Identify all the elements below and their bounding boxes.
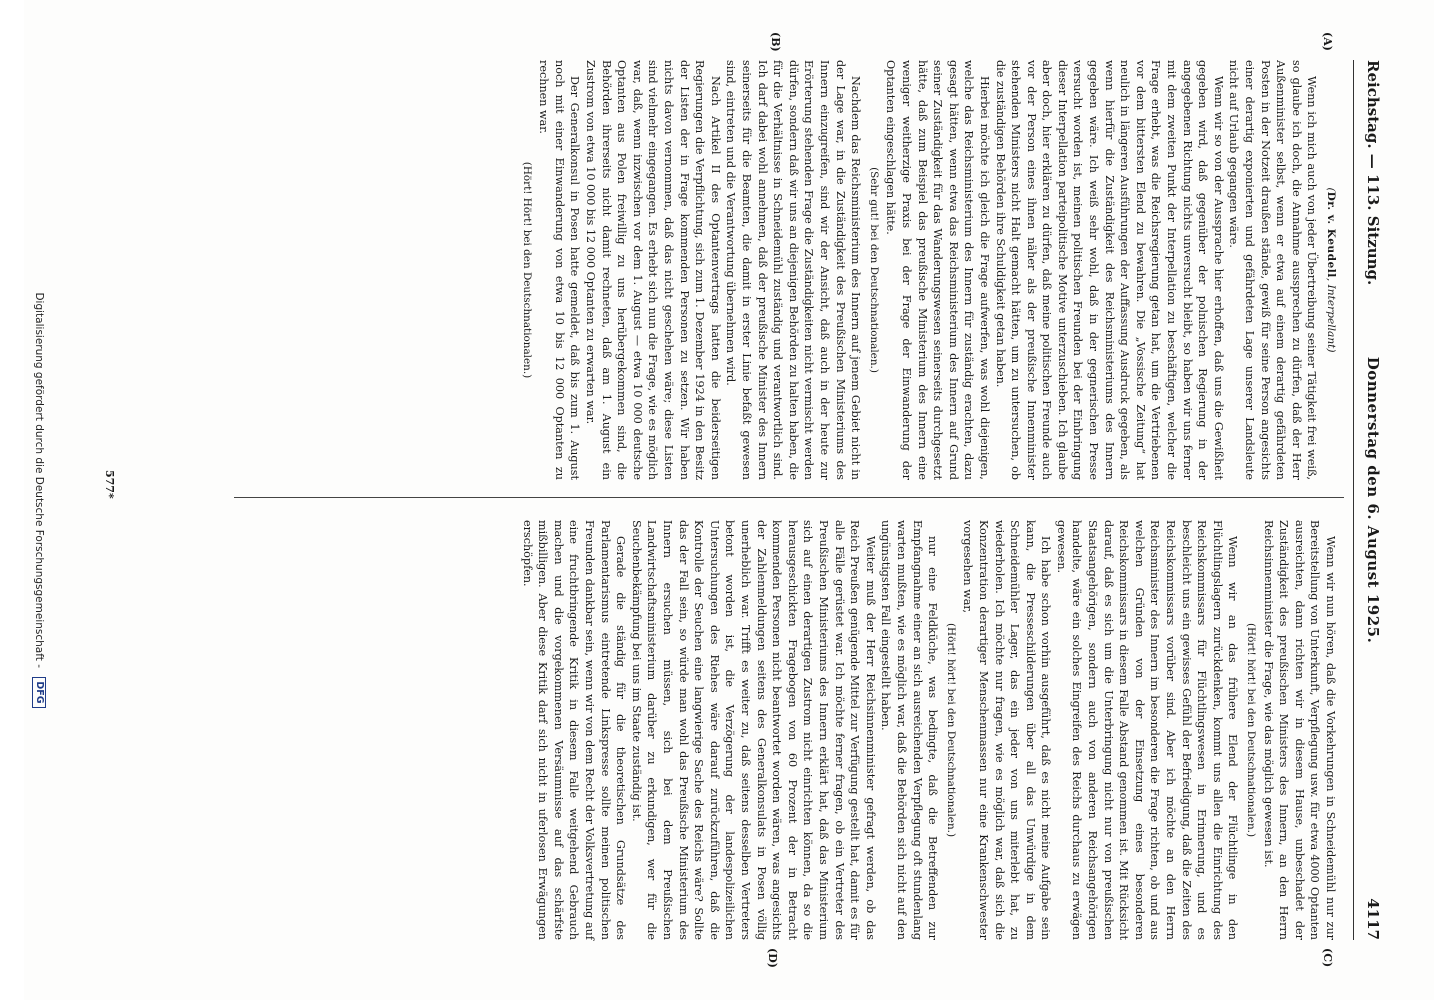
interjection: (Hört! hört! bei den Deutschnationalen.) [944, 622, 957, 838]
paragraph: Ich habe schon vorhin ausgeführt, daß es nicht meine Aufgabe sein kann, die Presseschilderungen über all das Unwürdige in dem Schneidemühler Lager, das ein jeder von uns miterlebt hat, zu wiederholen. Ich möchte nur fragen, wie es möglich war, daß sich die Konzentration derartiger Menschenmassen nur eine Krankenschwester vorgesehen war, [961, 520, 1053, 940]
speaker-role: , Interpellant [1325, 277, 1337, 349]
paragraph: Hierbei möchte ich gleich die Frage aufwerfen, was wohl diejenigen, welche das Reichsministerium des Innern für zuständig erachten, dazu gesagt hätten, wenn etwa das Reichsministerium des Innern auf Grund seiner Zuständigkeit für das Wanderungswesen seinerseits durchgesetzt hätte, daß zum Beispiel das preußische Ministerium des Innern eine weniger weitherzige Praxis bei der Frage der Einwanderung der Optanten eingeschlagen hätte. [884, 60, 991, 480]
paragraph: nur eine Feldküche, was bedingte, daß die Betreffenden zur Empfangnahme einer an sich ausreichenden Verpflegung oft stundenlang warten mußten, wie es möglich war, daß die Behörden sich nicht auf den ungünstigsten Fall eingestellt haben. [879, 520, 940, 940]
paragraph: Wenn ich mich auch von jeder Übertreibung seiner Tätigkeit frei weiß, so glaube ich doch, die Annahme aussprechen zu dürfen, daß der Herr Außenminister selbst, wenn er etwa auf einem derartig gefährdeten Posten in der Notzeit draußen stände, gewiß für seine Person angesichts einer derartig exponierten und gefährdeten Lage unserer Landsleute nicht auf Urlaub gegangen wäre. [1227, 60, 1319, 480]
paragraph: Wenn wir so von der Aussprache hier erhoffen, daß uns die Gewißheit gegeben wird, daß gegenüber der polnischen Regierung in der angegebenen Richtung nichts unversucht bleibt, so haben wir uns ferner mit dem zweiten Punkt der Interpellation zu beschäftigen, welcher die Frage erhebt, was die Reichsregierung getan hat, um die Vertriebenen vor dem bittersten Elend zu bewahren. Die „Vossische Zeitung“ hat neulich in längeren Ausführungen der Auffassung Ausdruck gegeben, als wenn hierfür die Zuständigkeit des Reichsministeriums des Innern gegeben wäre. Ich weiß sehr wohl, daß in der gegnerischen Presse versucht worden ist, meinen politischen Freunden bei der Einbringung dieser Interpellation parteipolitische Motive unterzuschieben. Ich glaube aber doch, hier erklären zu dürfen, daß meine politischen Freunde auch vor der Person eines ihnen näher als der preußische Innenminister stehenden Ministers nicht Halt gemacht hätten, um zu untersuchen, ob die zuständigen Behörden ihre Schuldigkeit getan haben. [993, 60, 1225, 480]
speaker-line: (Dr. v. Keudell, Interpellant) [1325, 187, 1337, 353]
speaker-name: Dr. v. Keudell [1325, 191, 1337, 278]
paragraph: Gerade die ständig für die theoretischen Grundsätze des Parlamentarismus eintretende Linkspresse sollte meinen politischen Freunden dankbar sein, wenn wir von dem Recht der Volksvertretung auf eine fruchtbringende Kritik in diesem Falle weitgehend Gebrauch machen und die vorgekommenen Versäumnisse auf das schärfste mißbilligen. Aber diese Kritik darf sich nicht in uferlosen Erwägungen erschöpfen. [520, 520, 628, 940]
left-column [516, 60, 1338, 480]
credit-text: Digitalisierung gefördert durch die Deutsche Forschungsgemeinschaft - [33, 292, 45, 668]
column-divider [234, 497, 1344, 498]
digitization-credit [32, 0, 46, 1000]
header-date: Donnerstag den 6. August 1925. [1364, 356, 1382, 644]
header-session: Reichstag. — 113. Sitzung. [1364, 60, 1382, 286]
dfg-logo: DFG [32, 677, 46, 707]
right-column [519, 520, 1338, 940]
header-page-number: 4117 [1364, 898, 1382, 940]
running-header [1353, 60, 1394, 940]
paragraph: Nachdem das Reichsministerium des Innern auf jenem Gebiet nicht in der Lage war, in die Zuständigkeit des Preußischen Ministeriums des Innern einzugreifen, sind wir der Ansicht, daß auch in der heute zur Erörterung stehenden Frage die Zuständigkeiten nicht vermischt werden dürfen, sondern daß wir uns an diejenigen Behörden zu halten haben, die für die Verhältnisse in Schneidemühl zuständig und verantwortlich sind. Ich darf dabei wohl annehmen, daß der preußische Minister des Innern seinerseits für die Beamten, die damit in erster Linie befaßt gewesen sind, eintreten und die Verantwortung übernehmen wird. [724, 60, 863, 480]
paragraph: Der Generalkonsul in Posen hatte gemeldet, daß bis zum 1. August noch mit einer Einwanderung von etwa 10 bis 12 000 Optanten zu rechnen war. [537, 60, 582, 480]
margin-marker-a: (A) [1321, 32, 1334, 51]
paragraph: Wenn wir nun hören, daß die Vorkehrungen in Schneidemühl nur zur Bereitstellung von Unterkunft, Verpflegung usw. für etwa 4000 Optanten ausreichten, dann richten wir in diesem Hause, unbeschadet der Zuständigkeit des preußischen Ministers des Innern, an den Herrn Reichsinnenminister die Frage, wie das möglich gewesen ist. [1261, 520, 1337, 940]
paragraph: Weiter muß der Herr Reichsinnenminister gefragt werden, ob das Reich Preußen genügende Mittel zur Verfügung gestellt hat, damit es für alle Fälle gerüstet war. Ich möchte ferner fragen, ob ein Vertreter des Preußischen Ministeriums des Innern erklärt hat, daß das Ministerium sich auf einen derartigen Zustrom nicht einrichten können, da so die herausgeschickten Fragebogen von 60 Prozent der in Betracht kommenden Personen nicht beantwortet worden wären, was angesichts der Zahlenmeldungen seitens des Generalkonsulats in Posen völlig unerheblich war. Trifft es weiter zu, daß seitens desselben Vertreters betont worden ist, die Verzögerung der landespolizeilichen Untersuchungen des Riehes wäre darauf zurückzuführen, daß die Kontrolle der Seuchen eine langwierige Sache des Reichs wäre? Sollte das der Fall sein, so würde man wohl das Preußische Ministerium des Innern ersuchen müssen, sich bei dem Preußischen Landwirtschaftsministerium darüber zu erkundigen, wer für die Seuchenbekämpfung bei uns im Staate zuständig ist. [629, 520, 877, 940]
margin-marker-d: (D) [766, 948, 779, 968]
margin-marker-c: (C) [1321, 948, 1334, 968]
paragraph: Nach Artikel II des Optantenvertrags hatten die beiderseitigen Regierungen die Verpflichtung, sich zum 1. Dezember 1924 in den Besitz der Listen der in Frage kommenden Personen zu setzen. Wir haben nichts davon vernommen, daß das nicht geschehen wäre; diese Listen sind vielmehr eingegangen. Es erhebt sich nun die Frage, wie es möglich war, daß, wenn inzwischen vor dem 1. August — etwa 10 000 deutsche Optanten aus Polen freiwillig zu uns herübergekommen sind, die Behörden ihrerseits nicht damit rechneten, daß am 1. August ein Zustrom von etwa 10 000 bis 12 000 Optanten zu erwarten war. [584, 60, 722, 480]
margin-marker-b: (B) [769, 32, 782, 52]
interjection: (Sehr gut! bei den Deutschnationalen.) [867, 167, 880, 373]
interjection: (Hört! hört! bei den Deutschnationalen.) [1245, 622, 1258, 838]
footer-page-number: 577* [103, 470, 116, 499]
paragraph: Wenn wir an das frühere Elend der Flüchtlinge in den Flüchtlingslagern zurückdenken, kommt uns allen die Einrichtung des Reichskommissars für Flüchtlingswesen in Erinnerung, und es beschleicht uns ein gewisses Gefühl der Befriedigung, daß die Zeiten des Reichskommissars vorüber sind. Aber ich möchte an den Herrn Reichsminister des Innern im besonderen die Frage richten, ob und aus welchen Gründen von der Einsetzung eines besonderen Reichskommissars in diesem Falle Abstand genommen ist. Mit Rücksicht darauf, daß es sich um die Unterbringung nicht nur von preußischen Staatsangehörigen, sondern auch von anderen Reichsangehörigen handelte, wäre ein solches Eingreifen des Reichs durchaus zu erwägen gewesen. [1054, 520, 1240, 940]
interjection: (Hört! Hört! bei den Deutschnationalen.) [520, 161, 533, 379]
rotated-document-page [24, 0, 1434, 1000]
